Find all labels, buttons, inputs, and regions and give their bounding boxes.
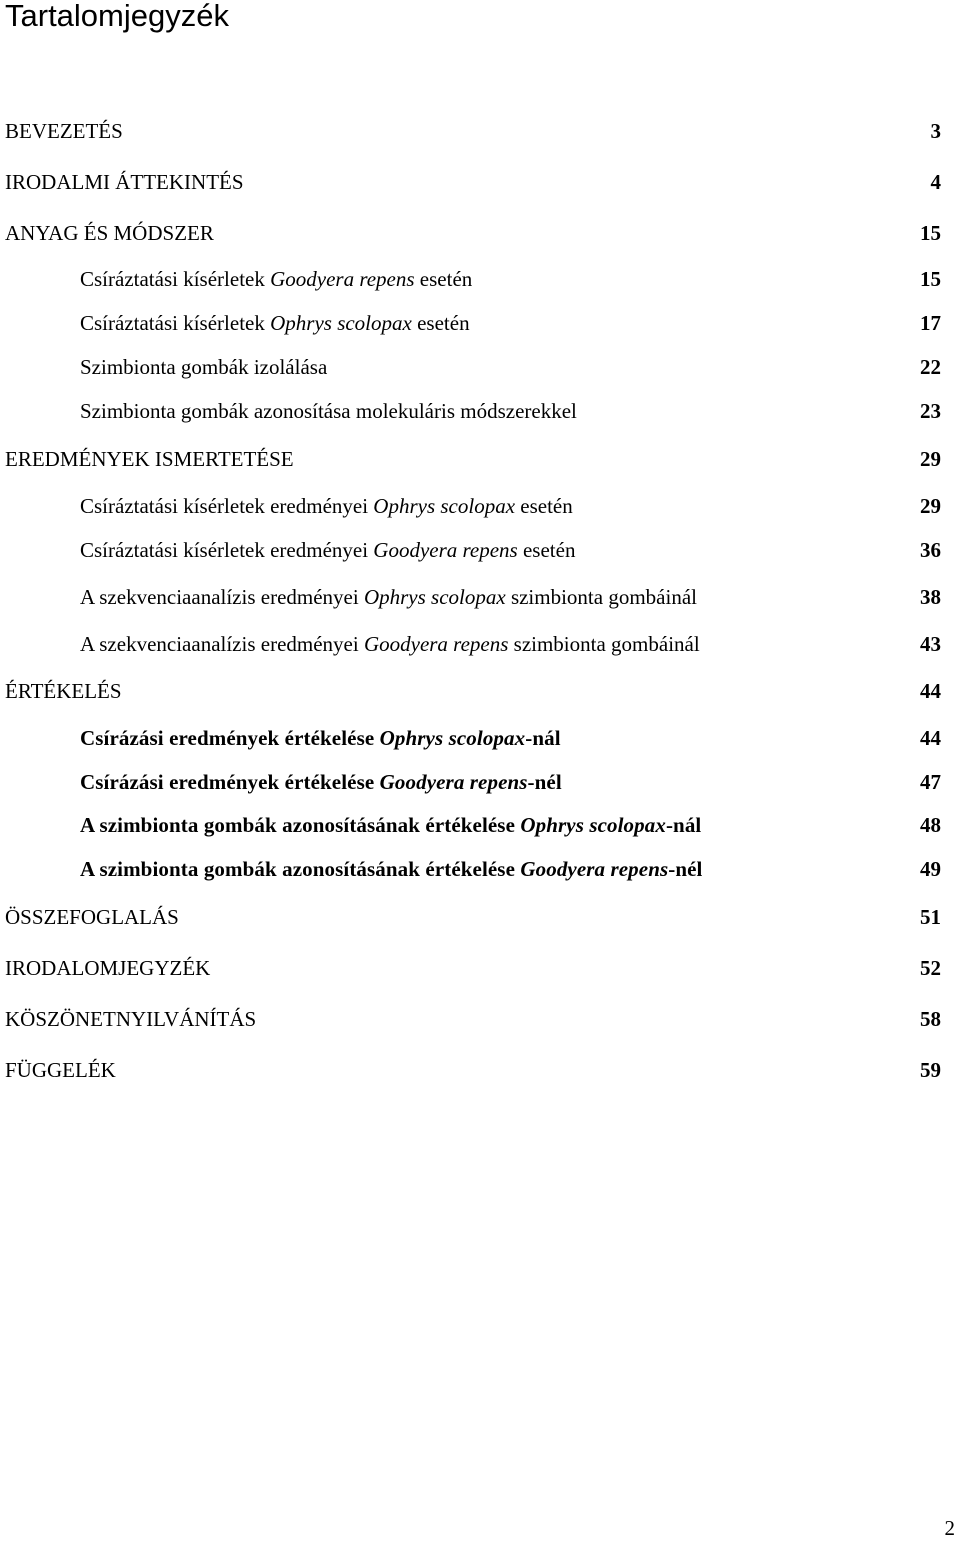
toc-page-number: 29 xyxy=(920,494,941,518)
toc-page-number: 4 xyxy=(930,170,941,194)
toc-entry[interactable] xyxy=(0,167,960,197)
toc-entry[interactable] xyxy=(0,676,960,706)
toc-page-number: 22 xyxy=(920,355,941,379)
toc-text-segment: BEVEZETÉS xyxy=(5,119,123,143)
toc-species-name: Ophrys scolopax xyxy=(363,585,506,609)
toc-entry-title xyxy=(80,308,470,338)
toc-entry-title xyxy=(80,264,472,294)
toc-text-segment: szimbionta gombáinál xyxy=(505,585,697,609)
toc-text-segment: ÉRTÉKELÉS xyxy=(5,679,122,703)
toc-text-segment: Szimbionta gombák izolálása xyxy=(80,355,328,379)
toc-text-segment: A szekvenciaanalízis eredményei xyxy=(80,585,364,609)
toc-entry-title xyxy=(5,218,214,248)
toc-page-number: 52 xyxy=(920,956,941,980)
toc-text-segment: esetén xyxy=(411,311,470,335)
toc-species-name: Goodyera repens xyxy=(379,770,528,794)
toc-entry-title xyxy=(80,535,575,565)
toc-entry[interactable] xyxy=(0,953,960,983)
toc-species-name: Ophrys scolopax xyxy=(373,494,516,518)
toc-entry-title xyxy=(80,352,327,382)
toc-entry[interactable] xyxy=(0,218,960,248)
toc-entry[interactable] xyxy=(0,629,960,659)
toc-entry[interactable] xyxy=(0,116,960,146)
toc-text-segment: -nál xyxy=(525,726,561,750)
toc-page-number: 15 xyxy=(920,221,941,245)
toc-text-segment: A szekvenciaanalízis eredményei xyxy=(80,632,364,656)
toc-page-number: 44 xyxy=(920,679,941,703)
toc-page-number: 47 xyxy=(920,770,941,794)
toc-entry-title xyxy=(80,629,700,659)
toc-text-segment: Szimbionta gombák azonosítása molekuláris módszerekkel xyxy=(80,399,577,423)
toc-entry-title xyxy=(5,167,244,197)
toc-text-segment: -nél xyxy=(668,857,703,881)
toc-text-segment: Csíráztatási kísérletek xyxy=(80,267,271,291)
toc-entry[interactable] xyxy=(0,854,960,884)
toc-entry-title xyxy=(5,116,123,146)
toc-page-number: 38 xyxy=(920,585,941,609)
toc-text-segment: Csíráztatási kísérletek xyxy=(80,311,271,335)
toc-text-segment: ANYAG ÉS MÓDSZER xyxy=(5,221,214,245)
toc-entry-title xyxy=(5,1004,256,1034)
toc-entry-title xyxy=(80,767,562,797)
toc-text-segment: Csírázási eredmények értékelése xyxy=(80,770,380,794)
toc-entry-title xyxy=(80,491,573,521)
toc-entry[interactable] xyxy=(0,582,960,612)
page-title: Tartalomjegyzék xyxy=(5,0,229,33)
toc-page-number: 3 xyxy=(930,119,941,143)
toc-species-name: Ophrys scolopax xyxy=(520,813,666,837)
footer-page-number: 2 xyxy=(944,1516,955,1540)
toc-entry[interactable] xyxy=(0,396,960,426)
toc-entry-title xyxy=(80,396,577,426)
toc-species-name: Ophrys scolopax xyxy=(270,311,412,335)
toc-entry-title xyxy=(80,723,561,753)
toc-text-segment: KÖSZÖNETNYILVÁNÍTÁS xyxy=(5,1007,257,1031)
toc-text-segment: Csíráztatási kísérletek eredményei xyxy=(80,494,374,518)
toc-entry[interactable] xyxy=(0,810,960,840)
toc-entry[interactable] xyxy=(0,902,960,932)
toc-species-name: Goodyera repens xyxy=(363,632,509,656)
toc-page-number: 17 xyxy=(920,311,941,335)
toc-text-segment: szimbionta gombáinál xyxy=(508,632,700,656)
toc-entry-title xyxy=(80,854,703,884)
toc-entry[interactable] xyxy=(0,767,960,797)
toc-text-segment: A szimbionta gombák azonosításának értékelése xyxy=(80,857,521,881)
toc-page-number: 58 xyxy=(920,1007,941,1031)
toc-page-number: 51 xyxy=(920,905,941,929)
toc-text-segment: -nál xyxy=(665,813,702,837)
toc-entry[interactable] xyxy=(0,264,960,294)
toc-entry-title xyxy=(5,953,210,983)
toc-species-name: Goodyera repens xyxy=(373,538,518,562)
toc-text-segment: Csírázási eredmények értékelése xyxy=(80,726,380,750)
toc-page-number: 15 xyxy=(920,267,941,291)
toc-species-name: Ophrys scolopax xyxy=(379,726,526,750)
toc-page-number: 48 xyxy=(920,813,941,837)
toc-page-number: 49 xyxy=(920,857,941,881)
toc-text-segment: EREDMÉNYEK ISMERTETÉSE xyxy=(5,447,294,471)
toc-entry-title xyxy=(5,676,122,706)
toc-page-number: 59 xyxy=(920,1058,941,1082)
toc-text-segment: IRODALOMJEGYZÉK xyxy=(5,956,211,980)
toc-text-segment: esetén xyxy=(517,538,576,562)
toc-text-segment: -nél xyxy=(527,770,562,794)
toc-entry-title xyxy=(80,810,701,840)
toc-entry[interactable] xyxy=(0,535,960,565)
toc-page-number: 36 xyxy=(920,538,941,562)
toc-species-name: Goodyera repens xyxy=(270,267,415,291)
toc-text-segment: FÜGGELÉK xyxy=(5,1058,116,1082)
toc-entry-title xyxy=(5,1055,116,1085)
toc-text-segment: Csíráztatási kísérletek eredményei xyxy=(80,538,374,562)
toc-page-number: 29 xyxy=(920,447,941,471)
toc-entry[interactable] xyxy=(0,1004,960,1034)
toc-entry[interactable] xyxy=(0,491,960,521)
toc-text-segment: ÖSSZEFOGLALÁS xyxy=(5,905,179,929)
toc-entry-title xyxy=(80,582,697,612)
toc-text-segment: esetén xyxy=(515,494,573,518)
toc-entry[interactable] xyxy=(0,444,960,474)
toc-entry[interactable] xyxy=(0,308,960,338)
toc-entry[interactable] xyxy=(0,352,960,382)
toc-text-segment: A szimbionta gombák azonosításának értékelése xyxy=(80,813,521,837)
toc-page-number: 43 xyxy=(920,632,941,656)
toc-entry[interactable] xyxy=(0,723,960,753)
toc-text-segment: esetén xyxy=(414,267,473,291)
toc-species-name: Goodyera repens xyxy=(520,857,669,881)
toc-page-number: 23 xyxy=(920,399,941,423)
toc-entry[interactable] xyxy=(0,1055,960,1085)
toc-text-segment: IRODALMI ÁTTEKINTÉS xyxy=(5,170,244,194)
toc-entry-title xyxy=(5,902,179,932)
toc-page-number: 44 xyxy=(920,726,941,750)
toc-entry-title xyxy=(5,444,294,474)
